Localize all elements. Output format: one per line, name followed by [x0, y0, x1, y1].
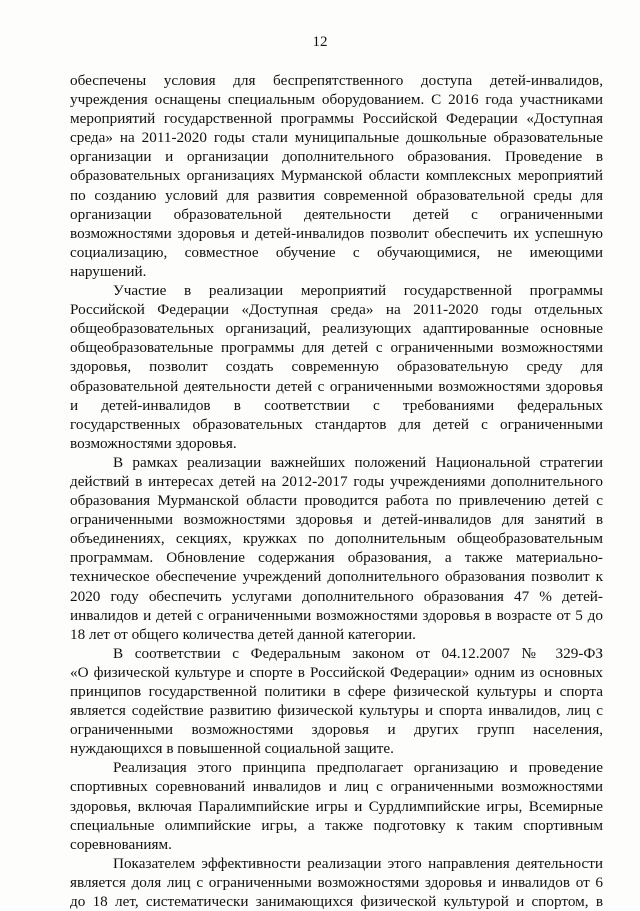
text-line-content: Показателем эффективности реализации этого направления деятельности	[113, 854, 603, 872]
text-line	[70, 205, 603, 224]
text-line	[70, 338, 603, 357]
text-line	[70, 453, 603, 472]
text-line	[70, 758, 603, 777]
text-line-content: до 18 лет, систематически занимающихся физической культурой и спортом, в	[70, 893, 603, 911]
text-line-content: государственных образовательных стандартов для детей с ограниченными	[70, 415, 603, 433]
text-line-content: здоровья, позволит создать современную образовательную среду для	[70, 358, 603, 376]
text-line-content: В рамках реализации важнейших положений Национальной стратегии	[113, 453, 603, 471]
text-line-content: здоровья, включая Паралимпийские игры и Сурдлимпийские игры, Всемирные	[70, 797, 603, 815]
text-line	[70, 396, 603, 415]
text-line-content: образования Мурманской области проводится работа по привлечению детей с	[70, 492, 603, 510]
text-line	[70, 835, 603, 854]
text-line-content: Участие в реализации мероприятий государственной программы	[113, 282, 603, 300]
text-line	[70, 663, 603, 682]
text-line	[70, 128, 603, 147]
text-line-content: Российской Федерации «Доступная среда» на 2011-2020 годы отдельных	[70, 301, 603, 319]
text-line-content: мероприятий государственной программы Российской Федерации «Доступная	[70, 110, 603, 128]
document-body	[70, 71, 603, 911]
text-line	[70, 491, 603, 510]
paragraph	[70, 281, 603, 453]
text-line-content: специальные олимпийские игры, а также подготовку к таким спортивным	[70, 816, 603, 834]
text-line	[70, 606, 603, 625]
text-line	[70, 682, 603, 701]
text-line	[70, 587, 603, 606]
text-line-content: инвалидов и детей с ограниченными возможностями здоровья в возрасте от 5 до	[70, 606, 603, 624]
text-line	[70, 300, 603, 319]
text-line-content: обеспечены условия для беспрепятственного доступа детей-инвалидов,	[70, 72, 603, 89]
text-line-content: возможностями здоровья и детей-инвалидов позволит обеспечить их успешную	[70, 224, 603, 242]
text-line	[70, 377, 603, 396]
text-line-content: нарушений.	[70, 262, 147, 280]
text-line	[70, 166, 603, 185]
text-line-content: объединениях, секциях, кружках по дополнительным общеобразовательным	[70, 530, 603, 548]
text-line-content: нуждающихся в повышенной социальной защите.	[70, 740, 394, 758]
text-line	[70, 625, 603, 644]
paragraph	[70, 453, 603, 644]
text-line-content: Реализация этого принципа предполагает организацию и проведение	[113, 759, 603, 777]
text-line	[70, 529, 603, 548]
text-line-content: техническое обеспечение учреждений дополнительного образования позволит к	[70, 568, 603, 586]
text-line-content: 2020 году обеспечить услугами дополнительного образования 47 % детей-	[70, 587, 603, 605]
text-line	[70, 243, 603, 262]
paragraph	[70, 854, 603, 911]
text-line	[70, 797, 603, 816]
text-line	[70, 90, 603, 109]
text-line	[70, 224, 603, 243]
paragraph	[70, 644, 603, 759]
text-line	[70, 816, 603, 835]
text-line	[70, 415, 603, 434]
text-line-content: социализацию, совместное обучение с обучающимися, не имеющими	[70, 243, 603, 261]
text-line	[70, 109, 603, 128]
text-line-content: соревнованиям.	[70, 835, 172, 853]
text-line-content: является доля лиц с ограниченными возможностями здоровья и инвалидов от 6	[70, 873, 603, 891]
text-line-content: организации и организации дополнительного образования. Проведение в	[70, 148, 603, 166]
text-line	[70, 701, 603, 720]
text-line	[70, 434, 603, 453]
text-line	[70, 319, 603, 338]
text-line	[70, 71, 603, 90]
text-line	[70, 854, 603, 873]
text-line	[70, 510, 603, 529]
text-line-content: организации образовательной деятельности детей с ограниченными	[70, 205, 603, 223]
text-line-content: образовательной деятельности детей с ограниченными возможностями здоровья	[70, 377, 603, 395]
text-line	[70, 472, 603, 491]
text-line-content: среда» на 2011-2020 годы стали муниципальные дошкольные образовательные	[70, 129, 603, 147]
text-line-content: программам. Обновление содержания образования, а также материально-	[70, 549, 603, 567]
text-line-content: «О физической культуре и спорте в Российской Федерации» одним из основных	[70, 663, 603, 681]
text-line	[70, 777, 603, 796]
text-line-content: действий в интересах детей на 2012-2017 годы учреждениями дополнительного	[70, 472, 603, 490]
text-line-content: и детей-инвалидов в соответствии с требованиями федеральных	[70, 396, 603, 414]
text-line-content: учреждения оснащены специальным оборудованием. С 2016 года участниками	[70, 91, 603, 109]
text-line	[70, 892, 603, 911]
text-line-content: образовательных организациях Мурманской области комплексных мероприятий	[70, 167, 603, 185]
text-line	[70, 186, 603, 205]
text-line-content: ограниченными возможностями здоровья и других групп населения,	[70, 721, 603, 739]
text-line-content: возможностями здоровья.	[70, 434, 237, 452]
text-line	[70, 548, 603, 567]
text-line	[70, 281, 603, 300]
text-line-content: 18 лет от общего количества детей данной категории.	[70, 625, 416, 643]
text-line-content: общеобразовательных организаций, реализующих адаптированные основные	[70, 320, 603, 338]
text-line	[70, 147, 603, 166]
text-line-content: спортивных соревнований инвалидов и лиц с ограниченными возможностями	[70, 778, 603, 796]
text-line	[70, 644, 603, 663]
text-line	[70, 262, 603, 281]
text-line-content: принципов государственной политики в сфере физической культуры и спорта	[70, 683, 603, 700]
text-line-content: по созданию условий для развития современной образовательной среды для	[70, 186, 603, 204]
text-line-content: В соответствии с Федеральным законом от 04.12.2007 № 329-ФЗ	[113, 644, 603, 662]
paragraph	[70, 758, 603, 853]
text-line	[70, 357, 603, 376]
text-line	[70, 720, 603, 739]
page-number: 12	[312, 34, 328, 50]
text-line-content: ограниченными возможностями здоровья и детей-инвалидов для занятий в	[70, 511, 603, 529]
text-line	[70, 567, 603, 586]
text-line	[70, 873, 603, 892]
text-line-content: является содействие развитию физической культуры и спорта инвалидов, лиц с	[70, 702, 603, 720]
paragraph	[70, 71, 603, 281]
text-line	[70, 739, 603, 758]
text-line-content: общеобразовательные программы для детей с ограниченными возможностями	[70, 339, 603, 357]
